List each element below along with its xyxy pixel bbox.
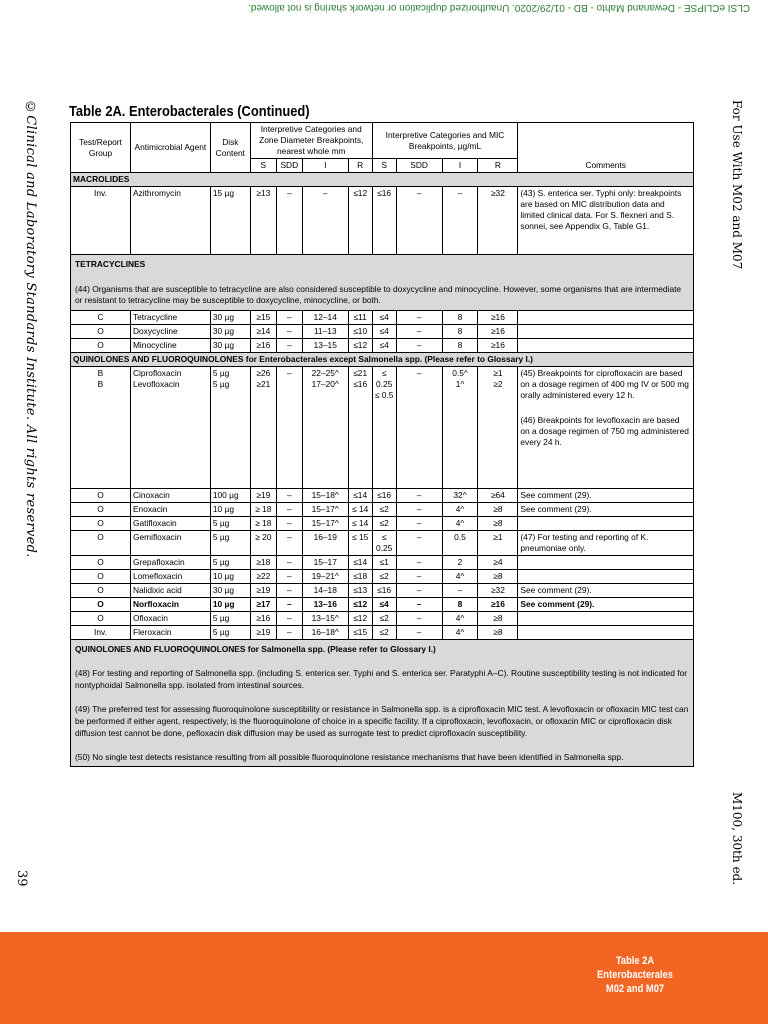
cell-msdd: – (396, 570, 442, 584)
edition-label: M100, 30th ed. (730, 792, 744, 886)
table-row (71, 570, 694, 584)
cell-mr: ≥32 (478, 584, 518, 598)
cell-msdd: – (396, 556, 442, 570)
cell-zi: 15–18^ (302, 489, 348, 503)
table-row (71, 503, 694, 517)
cell-zsdd: – (276, 556, 302, 570)
cell-msdd: – (396, 531, 442, 556)
cell-zi: 13–16 (302, 598, 348, 612)
cell-zs: ≥15 (250, 311, 276, 325)
cell-zsdd: – (276, 598, 302, 612)
table-row (71, 531, 694, 556)
section-quinolones-salmonella: QUINOLONES AND FLUOROQUINOLONES for Salmonella spp. (Please refer to Glossary I.) (75, 644, 436, 654)
cell-zsdd: – (276, 325, 302, 339)
table-row (71, 325, 694, 339)
cell-comment (518, 325, 694, 339)
comment-46: (46) Breakpoints for levofloxacin are based on a dosage regimen of 750 mg administered every 24 h. (520, 415, 689, 447)
cell-zs: ≥ 20 (250, 531, 276, 556)
header-mr: R (478, 159, 518, 173)
cell-disk: 5 µg (210, 626, 250, 640)
cell-msdd: – (396, 598, 442, 612)
table-row (71, 584, 694, 598)
cell-ms: ≤16 (372, 489, 396, 503)
cell-zs: ≥ 18 (250, 517, 276, 531)
cell-group: O (71, 517, 131, 531)
cell-zi: 15–17 (302, 556, 348, 570)
cell-agent: Azithromycin (130, 187, 210, 255)
header-zone: Interpretive Categories and Zone Diameter Breakpoints, nearest whole mm (250, 123, 372, 159)
header-mic: Interpretive Categories and MIC Breakpoints, µg/mL (372, 123, 518, 159)
cell-agent: Ciprofloxacin (132, 368, 182, 378)
cell-disk: 5 µg (212, 379, 230, 389)
comment-50: (50) No single test detects resistance resulting from all possible fluoroquinolone resistance mechanisms that have been identified in Salmonella spp. (75, 752, 624, 762)
cell-zsdd: – (276, 626, 302, 640)
table-row (71, 612, 694, 626)
cell-zi: 11–13 (302, 325, 348, 339)
cell-group: O (71, 531, 131, 556)
cell-mi: 4^ (442, 612, 478, 626)
cell-disk: 10 µg (210, 598, 250, 612)
cell-comment (518, 570, 694, 584)
header-ms: S (372, 159, 396, 173)
copyright-text: ©Clinical and Laboratory Standards Institute. All rights reserved. (23, 100, 38, 558)
cell-zr: ≤12 (348, 187, 372, 255)
cell-zs: ≥13 (250, 187, 276, 255)
cell-disk: 5 µg (210, 612, 250, 626)
cell-disk: 5 µg (210, 531, 250, 556)
cell-mr: ≥1 (493, 368, 503, 378)
cell-zsdd: – (276, 311, 302, 325)
cell-zi: 12–14 (302, 311, 348, 325)
section-salmonella-box (71, 640, 694, 767)
cell-mi: 4^ (442, 503, 478, 517)
header-comments: Comments (518, 123, 694, 173)
cell-zi: 14–18 (302, 584, 348, 598)
cell-mr: ≥2 (493, 379, 503, 389)
cell-zr: ≤ 14 (348, 517, 372, 531)
cell-mi: 8 (442, 311, 478, 325)
cell-msdd: – (396, 517, 442, 531)
cell-zr: ≤21 (353, 368, 368, 378)
cell-mi: 0.5^ (452, 368, 468, 378)
cell-zr: ≤13 (348, 584, 372, 598)
cell-agent: Cinoxacin (130, 489, 210, 503)
cell-ms: ≤ 0.25 (372, 531, 396, 556)
cell-agent: Minocycline (130, 339, 210, 353)
cell-group: Inv. (71, 187, 131, 255)
page-number: 39 (14, 870, 29, 887)
section-tetracyclines: TETRACYCLINES (75, 259, 146, 269)
cell-zi: 16–18^ (302, 626, 348, 640)
cell-zi: 19–21^ (302, 570, 348, 584)
cell-msdd: – (396, 626, 442, 640)
cell-ms: ≤2 (372, 570, 396, 584)
cell-disk: 30 µg (210, 339, 250, 353)
cell-zr: ≤12 (348, 598, 372, 612)
cell-zsdd: – (276, 339, 302, 353)
cell-mr: ≥16 (478, 598, 518, 612)
table-row (71, 311, 694, 325)
footer-label (588, 954, 682, 996)
header-zr: R (348, 159, 372, 173)
cell-mr: ≥16 (478, 311, 518, 325)
cell-mi: 2 (442, 556, 478, 570)
cell-agent: Nalidixic acid (130, 584, 210, 598)
cell-group: O (71, 598, 131, 612)
cell-agent: Tetracycline (130, 311, 210, 325)
cell-zr: ≤15 (348, 626, 372, 640)
cell-zi: 15–17^ (302, 503, 348, 517)
cell-group: O (71, 612, 131, 626)
cell-agent: Doxycycline (130, 325, 210, 339)
cell-zr: ≤14 (348, 556, 372, 570)
header-group: Test/Report Group (71, 123, 131, 173)
cell-zsdd: – (276, 503, 302, 517)
cell-zsdd: – (276, 489, 302, 503)
cell-mr: ≥8 (478, 503, 518, 517)
header-zi: I (302, 159, 348, 173)
right-sidebar (730, 100, 760, 900)
header-zs: S (250, 159, 276, 173)
cell-comment (518, 626, 694, 640)
cell-agent: Norfloxacin (130, 598, 210, 612)
cell-zr: ≤18 (348, 570, 372, 584)
cell-agent: Gatifloxacin (130, 517, 210, 531)
cell-group: O (71, 570, 131, 584)
cell-mi: 4^ (442, 570, 478, 584)
cell-comment: (47) For testing and reporting of K. pneumoniae only. (518, 531, 694, 556)
cell-disk: 30 µg (210, 325, 250, 339)
cell-zr: ≤10 (348, 325, 372, 339)
header-zsdd: SDD (276, 159, 302, 173)
cell-agent: Lomefloxacin (130, 570, 210, 584)
cell-zsdd: – (276, 367, 302, 489)
cell-zs: ≥17 (250, 598, 276, 612)
cell-zi: 13–15 (302, 339, 348, 353)
cell-disk: 30 µg (210, 584, 250, 598)
cell-mr: ≥32 (478, 187, 518, 255)
cell-zi: 17–20^ (311, 379, 339, 389)
cell-zi: 15–17^ (302, 517, 348, 531)
cell-ms: ≤4 (372, 311, 396, 325)
cell-disk: 5 µg (210, 556, 250, 570)
comment-45: (45) Breakpoints for ciprofloxacin are based on a dosage regimen of 400 mg IV or 500 mg orally administered every 12 h. (520, 368, 689, 400)
cell-group: B (97, 379, 104, 389)
cell-ms: ≤ 0.25 (375, 368, 393, 389)
cell-disk: 30 µg (210, 311, 250, 325)
section-quinolones: QUINOLONES AND FLUOROQUINOLONES for Enterobacterales except Salmonella spp. (Please refer to Glossary I.) (71, 353, 694, 367)
cell-msdd: – (396, 311, 442, 325)
cell-group: O (71, 489, 131, 503)
cell-mi: 8 (442, 598, 478, 612)
footer-band (0, 932, 768, 1024)
cell-zr: ≤14 (348, 489, 372, 503)
table-row (71, 626, 694, 640)
cell-comment: See comment (29). (518, 503, 694, 517)
cell-mr: ≥1 (478, 531, 518, 556)
cell-mi: – (442, 187, 478, 255)
cell-msdd: – (396, 339, 442, 353)
cell-msdd: – (396, 367, 442, 489)
cell-ms: ≤1 (372, 556, 396, 570)
cell-mr: ≥8 (478, 570, 518, 584)
cell-group: C (71, 311, 131, 325)
cell-zr: ≤12 (348, 339, 372, 353)
footer-line-1: Table 2A (615, 955, 655, 967)
cell-comment (518, 517, 694, 531)
page-title: Table 2A. Enterobacterales (Continued) (69, 103, 310, 120)
cell-msdd: – (396, 187, 442, 255)
cell-ms: ≤2 (372, 612, 396, 626)
cell-disk: 10 µg (210, 570, 250, 584)
cell-agent: Fleroxacin (130, 626, 210, 640)
breakpoint-table (70, 122, 694, 767)
cell-ms: ≤2 (372, 503, 396, 517)
cell-comment (518, 339, 694, 353)
cell-zsdd: – (276, 517, 302, 531)
cell-mi: 0.5 (442, 531, 478, 556)
cell-mi: – (442, 584, 478, 598)
cell-mr: ≥8 (478, 626, 518, 640)
cell-ms: ≤16 (372, 187, 396, 255)
cell-zi: 13–15^ (302, 612, 348, 626)
cell-zi: 22–25^ (311, 368, 339, 378)
cell-zr: ≤16 (353, 379, 368, 389)
cell-agent: Levofloxacin (132, 379, 180, 389)
section-macrolides: MACROLIDES (71, 173, 694, 187)
cell-comment (518, 556, 694, 570)
cell-comment (518, 311, 694, 325)
cell-comment: See comment (29). (518, 598, 694, 612)
cell-zs: ≥ 18 (250, 503, 276, 517)
cell-zs: ≥22 (250, 570, 276, 584)
cell-group: Inv. (71, 626, 131, 640)
cell-zsdd: – (276, 531, 302, 556)
cell-zr: ≤ 14 (348, 503, 372, 517)
cell-mi: 1^ (455, 379, 465, 389)
table-row (71, 367, 694, 489)
table-row (71, 517, 694, 531)
cell-zs: ≥14 (250, 325, 276, 339)
table-row (71, 556, 694, 570)
header-msdd: SDD (396, 159, 442, 173)
cell-comment: (43) S. enterica ser. Typhi only: breakpoints are based on MIC distribution data and limited clinical data. For S. flexneri and S. sonnei, see Appendix G, Table G1. (518, 187, 694, 255)
cell-zr: ≤11 (348, 311, 372, 325)
cell-disk: 15 µg (210, 187, 250, 255)
cell-mr: ≥16 (478, 325, 518, 339)
cell-zi: – (302, 187, 348, 255)
comment-49: (49) The preferred test for assessing fluoroquinolone susceptibility or resistance in Salmonella spp. is a ciprofloxacin MIC test. A levofloxacin or ofloxacin MIC test can be performed if either agent, respectively, is the fluoroquinolone of choice in a specific facility. If a ciprofloxacin, levofloxacin, or ofloxacin MIC or ciprofloxacin disk diffusion test cannot be done, pefloxacin disk diffusion may be used as surrogate test to predict ciprofloxacin susceptibility. (75, 704, 689, 738)
cell-zs: ≥18 (250, 556, 276, 570)
copyright-sidebar (0, 100, 40, 890)
section-tetracyclines-box (71, 255, 694, 311)
header-disk: Disk Content (210, 123, 250, 173)
comment-44: (44) Organisms that are susceptible to tetracycline are also considered susceptible to doxycycline and minocycline. However, some organisms that are intermediate or resistant to tetracycline may be susceptible to doxycycline, minocycline, or both. (75, 284, 682, 305)
cell-zs: ≥26 (256, 368, 271, 378)
cell-msdd: – (396, 325, 442, 339)
cell-agent: Gemifloxacin (130, 531, 210, 556)
cell-msdd: – (396, 489, 442, 503)
cell-comment: See comment (29). (518, 489, 694, 503)
header-agent: Antimicrobial Agent (130, 123, 210, 173)
cell-ms: ≤4 (372, 339, 396, 353)
cell-disk: 5 µg (212, 368, 230, 378)
cell-zs: ≥19 (250, 626, 276, 640)
table-row (71, 489, 694, 503)
cell-zs: ≥19 (250, 489, 276, 503)
cell-agent: Ofloxacin (130, 612, 210, 626)
cell-mi: 8 (442, 325, 478, 339)
license-notice: CLSI eCLIPSE - Dewanand Mahto - BD - 01/29/2020. Unauthorized duplication or network sharing is not allowed. (248, 2, 750, 13)
cell-mr: ≥16 (478, 339, 518, 353)
cell-mr: ≥4 (478, 556, 518, 570)
footer-line-2: Enterobacterales (597, 969, 673, 981)
comment-48: (48) For testing and reporting of Salmonella spp. (including S. enterica ser. Typhi and S. enterica ser. Paratyphi A–C). Routine susceptibility testing is not indicated for nontyphoidal Salmonella spp. isolated from intestinal sources. (75, 668, 688, 690)
cell-ms: ≤ 0.5 (374, 390, 394, 400)
cell-zr: ≤ 15 (348, 531, 372, 556)
footer-line-3: M02 and M07 (605, 983, 665, 995)
cell-msdd: – (396, 584, 442, 598)
cell-group: O (71, 325, 131, 339)
cell-ms: ≤16 (372, 584, 396, 598)
cell-zs: ≥16 (250, 612, 276, 626)
table-row (71, 187, 694, 255)
cell-zs: ≥21 (256, 379, 271, 389)
cell-zr: ≤12 (348, 612, 372, 626)
cell-zi: 16–19 (302, 531, 348, 556)
cell-group: B (97, 368, 104, 378)
table-row (71, 339, 694, 353)
cell-mi: 4^ (442, 626, 478, 640)
table-row (71, 598, 694, 612)
cell-msdd: – (396, 612, 442, 626)
cell-group: O (71, 584, 131, 598)
cell-ms: ≤4 (372, 598, 396, 612)
cell-group: O (71, 556, 131, 570)
cell-zsdd: – (276, 612, 302, 626)
cell-mi: 32^ (442, 489, 478, 503)
cell-ms: ≤2 (372, 626, 396, 640)
cell-agent: Grepafloxacin (130, 556, 210, 570)
cell-zsdd: – (276, 187, 302, 255)
header-mi: I (442, 159, 478, 173)
cell-mi: 8 (442, 339, 478, 353)
cell-msdd: – (396, 503, 442, 517)
cell-zs: ≥19 (250, 584, 276, 598)
cell-mr: ≥8 (478, 612, 518, 626)
cell-group: O (71, 503, 131, 517)
cell-ms: ≤2 (372, 517, 396, 531)
cell-disk: 100 µg (210, 489, 250, 503)
use-with-label: For Use With M02 and M07 (730, 100, 744, 270)
cell-mi: 4^ (442, 517, 478, 531)
cell-comment: See comment (29). (518, 584, 694, 598)
cell-comment (518, 612, 694, 626)
cell-zsdd: – (276, 584, 302, 598)
cell-group: O (71, 339, 131, 353)
cell-disk: 5 µg (210, 517, 250, 531)
cell-zs: ≥16 (250, 339, 276, 353)
cell-zsdd: – (276, 570, 302, 584)
cell-ms: ≤4 (372, 325, 396, 339)
cell-agent: Enoxacin (130, 503, 210, 517)
cell-mr: ≥8 (478, 517, 518, 531)
cell-mr: ≥64 (478, 489, 518, 503)
cell-disk: 10 µg (210, 503, 250, 517)
